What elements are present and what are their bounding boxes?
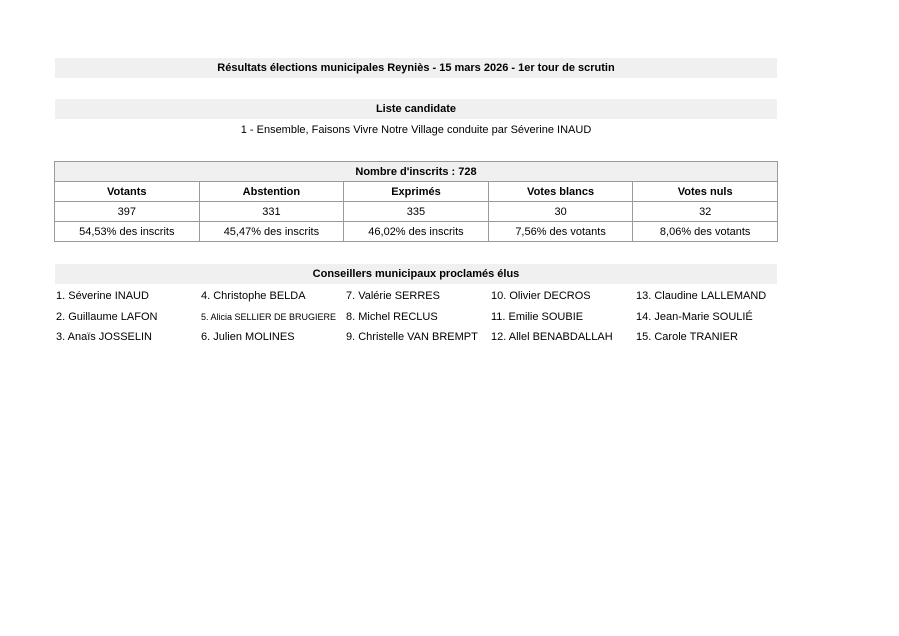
table-row-counts [55, 202, 778, 222]
list-entry: 1 - Ensemble, Faisons Vivre Notre Village conduite par Séverine INAUD [240, 124, 592, 136]
count-votants: 397 [55, 202, 200, 222]
percent-abstention: 45,47% des inscrits [199, 222, 344, 242]
councillor-name: 15. Carole TRANIER [636, 331, 738, 343]
table-row-percents [55, 222, 778, 242]
councillor-name: 9. Christelle VAN BREMPT [346, 331, 478, 343]
councillors-list [56, 286, 781, 348]
count-abstention: 331 [199, 202, 344, 222]
column-header-votants: Votants [55, 182, 200, 202]
registered-count: Nombre d'inscrits : 728 [55, 162, 778, 182]
councillor-name: 13. Claudine LALLEMAND [636, 290, 767, 302]
councillor-name: 1. Séverine INAUD [56, 290, 149, 302]
column-header-votes-blancs: Votes blancs [488, 182, 633, 202]
councillor-name: 12. Allel BENABDALLAH [491, 331, 613, 343]
column-header-abstention: Abstention [199, 182, 344, 202]
councillor-name: 5. Alicia SELLIER DE BRUGIERE [201, 311, 337, 322]
percent-votants: 54,53% des inscrits [55, 222, 200, 242]
councillor-name: 3. Anaïs JOSSELIN [56, 331, 152, 343]
councillor-name: 11. Emilie SOUBIE [491, 310, 584, 323]
count-exprimes: 335 [344, 202, 489, 222]
column-header-votes-nuls: Votes nuls [633, 182, 778, 202]
councillor-name: 2. Guillaume LAFON [56, 310, 158, 323]
column-header-exprimes: Exprimés [344, 182, 489, 202]
councillor-name: 10. Olivier DECROS [491, 290, 591, 302]
percent-exprimes: 46,02% des inscrits [344, 222, 489, 242]
count-votes-blancs: 30 [488, 202, 633, 222]
councillor-name: 8. Michel RECLUS [346, 310, 438, 323]
results-table [54, 161, 778, 242]
page-title: Résultats élections municipales Reyniès - 15 mars 2026 - 1er tour de scrutin [55, 58, 777, 78]
councillor-name: 6. Julien MOLINES [201, 331, 295, 343]
councillor-name: 14. Jean-Marie SOULIÉ [636, 310, 753, 323]
councillor-name: 4. Christophe BELDA [201, 290, 306, 302]
councillor-name: 7. Valérie SERRES [346, 290, 440, 302]
count-votes-nuls: 32 [633, 202, 778, 222]
percent-votes-nuls: 8,06% des votants [633, 222, 778, 242]
list-heading: Liste candidate [55, 99, 777, 119]
percent-votes-blancs: 7,56% des votants [488, 222, 633, 242]
councillors-heading: Conseillers municipaux proclamés élus [55, 264, 777, 284]
